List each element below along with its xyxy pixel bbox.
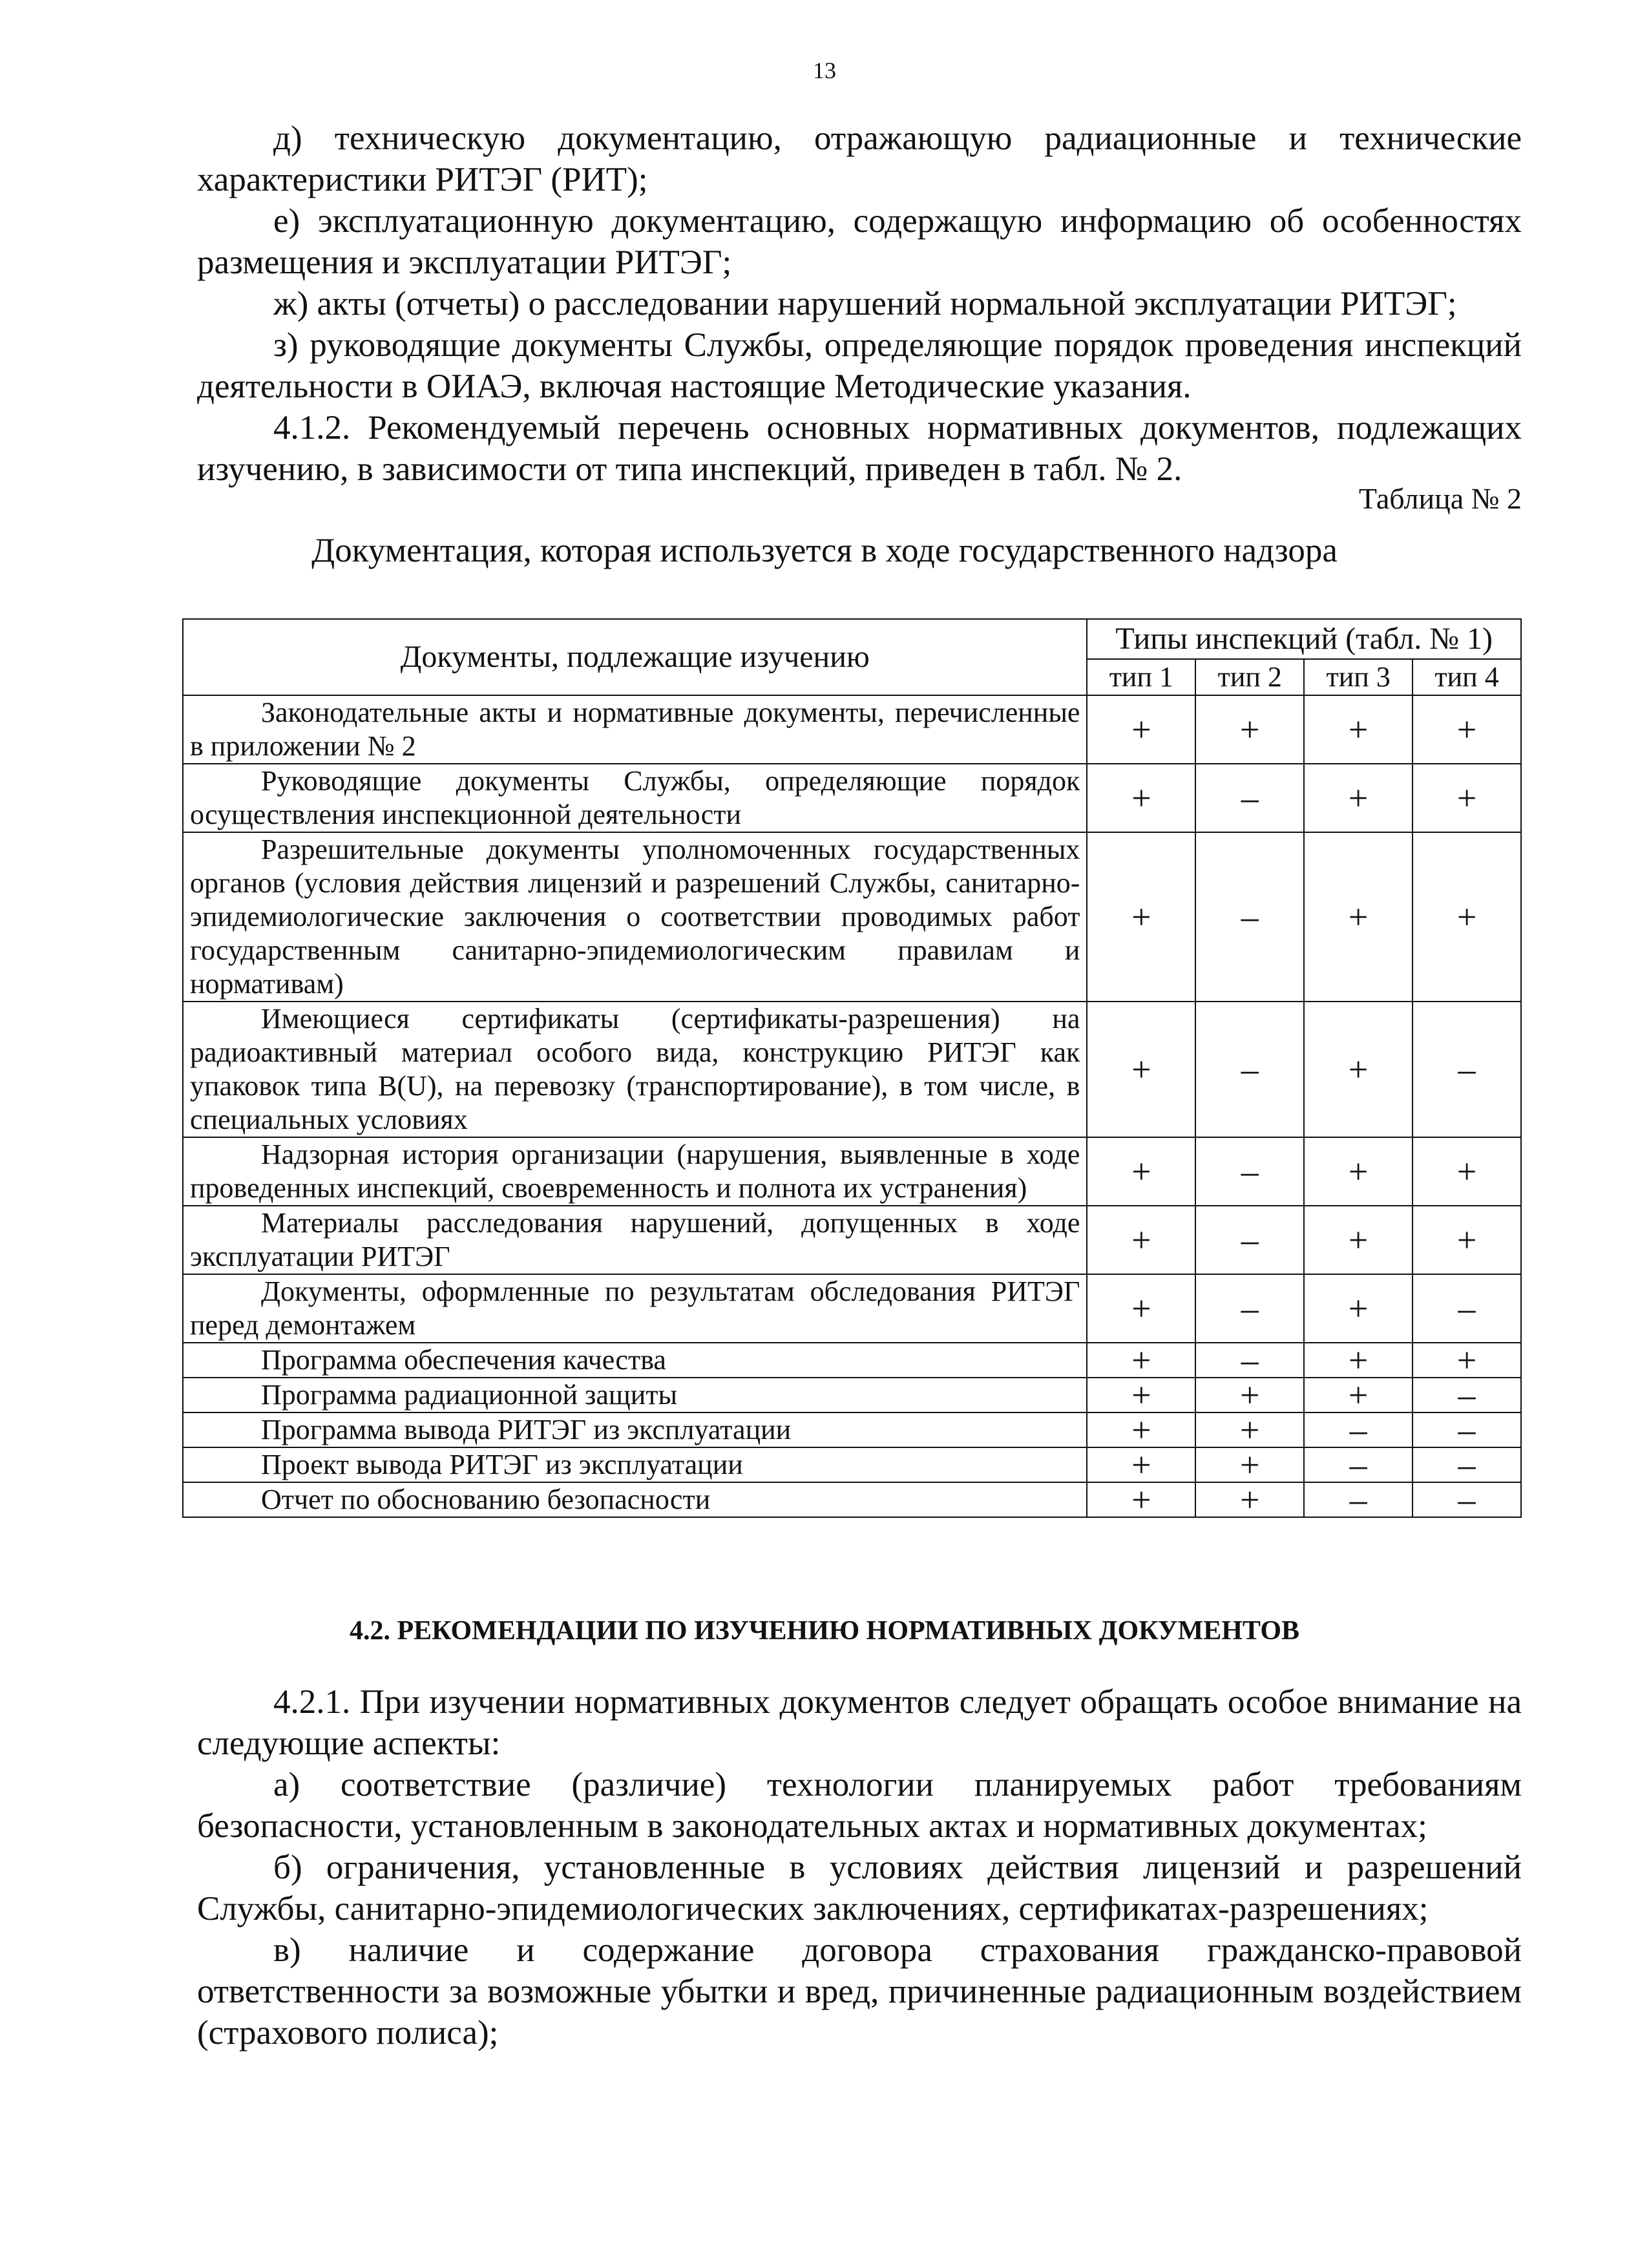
document-cell: Материалы расследования нарушений, допущенных в ходе эксплуатации РИТЭГ <box>183 1206 1087 1274</box>
mark-cell: + <box>1304 695 1413 764</box>
documents-table <box>182 618 1522 1518</box>
table-row <box>183 1002 1521 1137</box>
mark-cell: – <box>1413 1274 1521 1343</box>
document-cell: Надзорная история организации (нарушения, выявленные в ходе проведенных инспекций, своевременность и полнота их устранения) <box>183 1137 1087 1206</box>
paragraph-b: б) ограничения, установленные в условиях действия лицензий и разрешений Службы, санитарно-эпидемиологических заключениях, сертификатах-разрешениях; <box>197 1849 1522 1927</box>
document-cell: Отчет по обоснованию безопасности <box>183 1482 1087 1517</box>
mark-cell: + <box>1413 1343 1521 1378</box>
mark-cell: + <box>1087 1002 1195 1137</box>
table-header-row <box>183 619 1521 659</box>
table-title: Документация, которая используется в ходе государственного надзора <box>311 532 1338 569</box>
mark-cell: – <box>1413 1378 1521 1412</box>
mark-cell: + <box>1087 1447 1195 1482</box>
mark-cell: – <box>1413 1002 1521 1137</box>
table-row <box>183 832 1521 1002</box>
mark-cell: + <box>1304 1137 1413 1206</box>
mark-cell: + <box>1304 1274 1413 1343</box>
mark-cell: – <box>1413 1447 1521 1482</box>
paragraph-v: в) наличие и содержание договора страхования гражданско-правовой ответственности за возможные убытки и вред, причиненные радиационным воздействием (страхового полиса); <box>197 1931 1522 2052</box>
mark-cell: + <box>1413 1137 1521 1206</box>
mark-cell: – <box>1195 1343 1304 1378</box>
mark-cell: + <box>1304 1378 1413 1412</box>
mark-cell: + <box>1087 1137 1195 1206</box>
mark-cell: + <box>1304 1002 1413 1137</box>
paragraph-e: е) эксплуатационную документацию, содержащую информацию об особенностях размещения и эксплуатации РИТЭГ; <box>197 202 1522 281</box>
header-type-3: тип 3 <box>1304 659 1413 695</box>
header-types-group: Типы инспекций (табл. № 1) <box>1087 619 1521 659</box>
paragraph-4-2-1: 4.2.1. При изучении нормативных документов следует обращать особое внимание на следующие аспекты: <box>197 1683 1522 1762</box>
mark-cell: – <box>1304 1447 1413 1482</box>
mark-cell: + <box>1195 1412 1304 1447</box>
mark-cell: – <box>1413 1412 1521 1447</box>
header-documents: Документы, подлежащие изучению <box>183 619 1087 695</box>
mark-cell: + <box>1195 1482 1304 1517</box>
mark-cell: + <box>1195 1447 1304 1482</box>
mark-cell: + <box>1195 695 1304 764</box>
table-row <box>183 1482 1521 1517</box>
document-cell: Законодательные акты и нормативные документы, перечисленные в приложении № 2 <box>183 695 1087 764</box>
mark-cell: + <box>1087 1412 1195 1447</box>
table-row <box>183 1137 1521 1206</box>
table-row <box>183 764 1521 832</box>
document-cell: Проект вывода РИТЭГ из эксплуатации <box>183 1447 1087 1482</box>
bottom-text-block <box>197 1681 1522 2053</box>
section-heading: 4.2. РЕКОМЕНДАЦИИ ПО ИЗУЧЕНИЮ НОРМАТИВНЫХ ДОКУМЕНТОВ <box>349 1616 1300 1646</box>
paragraph-z: з) руководящие документы Службы, определяющие порядок проведения инспекций деятельности в ОИАЭ, включая настоящие Методические указания. <box>197 326 1522 405</box>
paragraph-d: д) техническую документацию, отражающую радиационные и технические характеристики РИТЭГ (РИТ); <box>197 120 1522 198</box>
document-cell: Документы, оформленные по результатам обследования РИТЭГ перед демонтажем <box>183 1274 1087 1343</box>
document-cell: Имеющиеся сертификаты (сертификаты-разрешения) на радиоактивный материал особого вида, конструкцию РИТЭГ как упаковок типа B(U), на перевозку (транспортирование), в том числе, в специальных условиях <box>183 1002 1087 1137</box>
mark-cell: + <box>1304 832 1413 1002</box>
mark-cell: – <box>1195 1274 1304 1343</box>
page-number: 13 <box>813 58 836 83</box>
table-row <box>183 1447 1521 1482</box>
document-cell: Программа вывода РИТЭГ из эксплуатации <box>183 1412 1087 1447</box>
mark-cell: + <box>1413 764 1521 832</box>
mark-cell: – <box>1413 1482 1521 1517</box>
mark-cell: – <box>1195 832 1304 1002</box>
mark-cell: + <box>1304 1343 1413 1378</box>
table-row <box>183 1274 1521 1343</box>
mark-cell: + <box>1087 764 1195 832</box>
mark-cell: – <box>1304 1412 1413 1447</box>
top-text-block <box>197 118 1522 490</box>
mark-cell: + <box>1087 1343 1195 1378</box>
header-type-1: тип 1 <box>1087 659 1195 695</box>
document-cell: Программа радиационной защиты <box>183 1378 1087 1412</box>
mark-cell: + <box>1087 832 1195 1002</box>
table-row <box>183 1412 1521 1447</box>
mark-cell: + <box>1087 695 1195 764</box>
table-label: Таблица № 2 <box>1358 482 1522 515</box>
header-type-4: тип 4 <box>1413 659 1521 695</box>
mark-cell: – <box>1304 1482 1413 1517</box>
paragraph-4-1-2: 4.1.2. Рекомендуемый перечень основных нормативных документов, подлежащих изучению, в зависимости от типа инспекций, приведен в табл. № 2. <box>197 409 1522 488</box>
header-type-2: тип 2 <box>1195 659 1304 695</box>
mark-cell: + <box>1087 1378 1195 1412</box>
document-cell: Руководящие документы Службы, определяющие порядок осуществления инспекционной деятельности <box>183 764 1087 832</box>
mark-cell: + <box>1413 832 1521 1002</box>
mark-cell: + <box>1304 1206 1413 1274</box>
mark-cell: + <box>1304 764 1413 832</box>
table-row <box>183 1206 1521 1274</box>
document-cell: Программа обеспечения качества <box>183 1343 1087 1378</box>
mark-cell: – <box>1195 764 1304 832</box>
mark-cell: – <box>1195 1137 1304 1206</box>
mark-cell: + <box>1087 1482 1195 1517</box>
mark-cell: + <box>1413 1206 1521 1274</box>
table-row <box>183 695 1521 764</box>
mark-cell: – <box>1195 1206 1304 1274</box>
paragraph-zh: ж) акты (отчеты) о расследовании нарушений нормальной эксплуатации РИТЭГ; <box>273 285 1457 322</box>
table-row <box>183 1343 1521 1378</box>
mark-cell: – <box>1195 1002 1304 1137</box>
mark-cell: + <box>1195 1378 1304 1412</box>
mark-cell: + <box>1413 695 1521 764</box>
table-row <box>183 1378 1521 1412</box>
mark-cell: + <box>1087 1206 1195 1274</box>
paragraph-a: а) соответствие (различие) технологии планируемых работ требованиям безопасности, установленным в законодательных актах и нормативных документах; <box>197 1766 1522 1845</box>
document-cell: Разрешительные документы уполномоченных государственных органов (условия действия лицензий и разрешений Службы, санитарно-эпидемиологические заключения о соответствии проводимых работ государственным санитарно-эпидемиологическим правилам и нормативам) <box>183 832 1087 1002</box>
mark-cell: + <box>1087 1274 1195 1343</box>
